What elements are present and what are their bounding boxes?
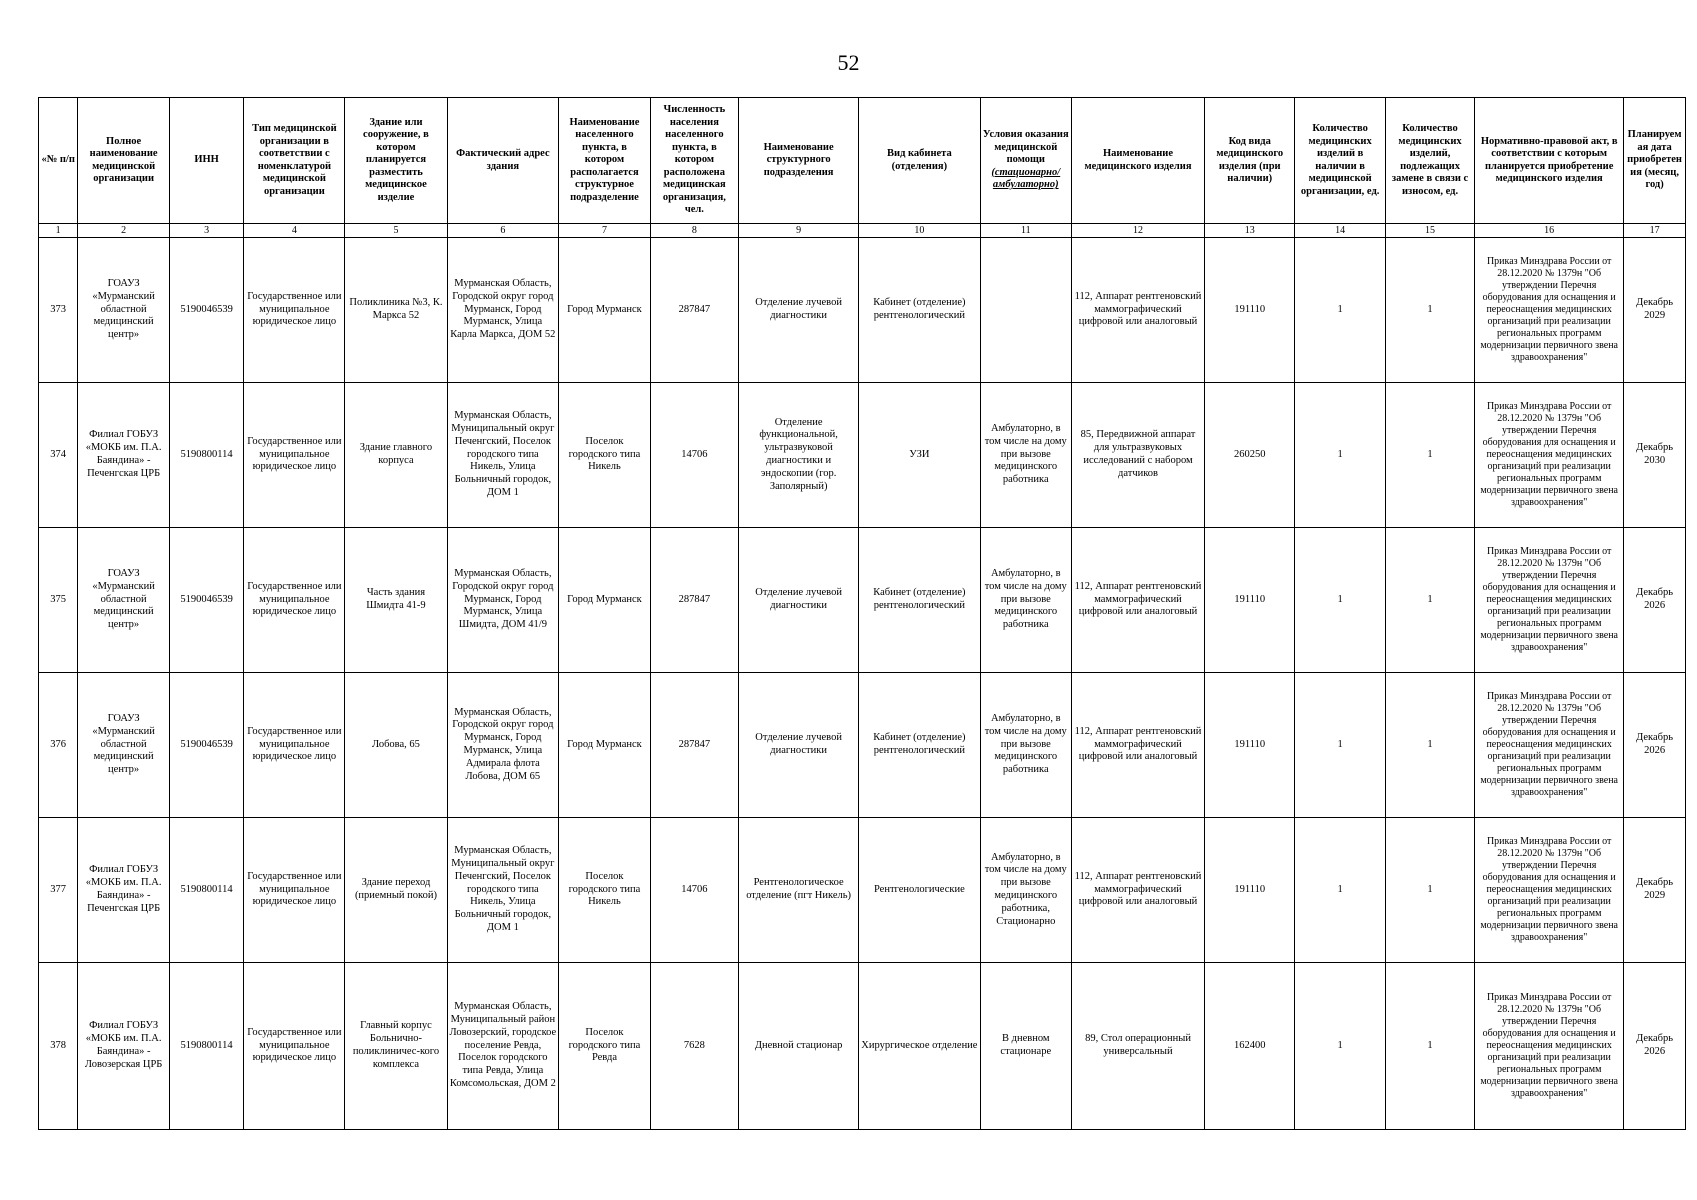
organization-type: Государственное или муниципальное юридическое лицо (244, 238, 345, 383)
population: 14706 (650, 383, 738, 528)
address: Мурманская Область, Городской округ город Мурманск, Город Мурманск, Улица Адмирала флота Лобова, ДОМ 65 (447, 673, 559, 818)
inn: 5190800114 (169, 818, 243, 963)
building: Здание переход (приемный покой) (345, 818, 447, 963)
table-row (39, 238, 1686, 383)
organization-type: Государственное или муниципальное юридическое лицо (244, 818, 345, 963)
header-cell: Численность населения населенного пункта, в котором расположена медицинская организация, чел. (650, 98, 738, 224)
header-cell-conditions-main: Условия оказания медицинской помощи (982, 129, 1069, 166)
device-name: 112, Аппарат рентгеновский маммографический цифровой или аналоговый (1072, 673, 1205, 818)
replace-count: 1 (1385, 963, 1474, 1130)
organization-name: ГОАУЗ «Мурманский областной медицинский центр» (78, 238, 170, 383)
population: 7628 (650, 963, 738, 1130)
available-count: 1 (1295, 383, 1385, 528)
care-conditions: Амбулаторно, в том числе на дому при вызове медицинского работника, Стационарно (980, 818, 1072, 963)
cabinet-type: Кабинет (отделение) рентгенологический (859, 673, 980, 818)
division: Отделение функциональной, ультразвуковой диагностики и эндоскопии (гор. Заполярный) (739, 383, 859, 528)
building: Лобова, 65 (345, 673, 447, 818)
address: Мурманская Область, Муниципальный округ Печенгский, Поселок городского типа Никель, Улица Больничный городок, ДОМ 1 (447, 818, 559, 963)
division: Отделение лучевой диагностики (739, 673, 859, 818)
device-code: 162400 (1205, 963, 1295, 1130)
building: Главный корпус Больнично-поликлиничес-кого комплекса (345, 963, 447, 1130)
care-conditions: Амбулаторно, в том числе на дому при вызове медицинского работника (980, 673, 1072, 818)
locality: Поселок городского типа Ревда (559, 963, 651, 1130)
column-number: 7 (559, 224, 651, 238)
cabinet-type: Хирургическое отделение (859, 963, 980, 1130)
row-number: 376 (39, 673, 78, 818)
building: Поликлиника №3, К. Маркса 52 (345, 238, 447, 383)
header-cell-conditions-extra: (стационарно/ амбулаторно) (991, 166, 1061, 191)
purchase-date: Декабрь 2029 (1624, 238, 1686, 383)
address: Мурманская Область, Муниципальный округ Печенгский, Поселок городского типа Никель, Улица Больничный городок, ДОМ 1 (447, 383, 559, 528)
care-conditions: В дневном стационаре (980, 963, 1072, 1130)
device-code: 191110 (1205, 528, 1295, 673)
header-cell: Здание или сооружение, в котором планируется разместить медицинское изделие (345, 98, 447, 224)
purchase-date: Декабрь 2026 (1624, 528, 1686, 673)
legal-act: Приказ Минздрава России от 28.12.2020 № 1379н "Об утверждении Перечня оборудования для оснащения и переоснащения медицинских организаций при реализации региональных программ модернизации первичного звена здравоохранения" (1475, 528, 1624, 673)
legal-act: Приказ Минздрава России от 28.12.2020 № 1379н "Об утверждении Перечня оборудования для оснащения и переоснащения медицинских организаций при реализации региональных программ модернизации первичного звена здравоохранения" (1475, 238, 1624, 383)
population: 287847 (650, 673, 738, 818)
column-number: 13 (1205, 224, 1295, 238)
row-number: 374 (39, 383, 78, 528)
row-number: 377 (39, 818, 78, 963)
purchase-date: Декабрь 2026 (1624, 963, 1686, 1130)
column-number: 14 (1295, 224, 1385, 238)
inn: 5190046539 (169, 673, 243, 818)
inn: 5190046539 (169, 238, 243, 383)
column-number: 11 (980, 224, 1072, 238)
column-number: 10 (859, 224, 980, 238)
column-number: 1 (39, 224, 78, 238)
cabinet-type: Кабинет (отделение) рентгенологический (859, 238, 980, 383)
purchase-date: Декабрь 2029 (1624, 818, 1686, 963)
device-name: 112, Аппарат рентгеновский маммографический цифровой или аналоговый (1072, 238, 1205, 383)
device-name: 112, Аппарат рентгеновский маммографический цифровой или аналоговый (1072, 818, 1205, 963)
care-conditions: Амбулаторно, в том числе на дому при вызове медицинского работника (980, 528, 1072, 673)
replace-count: 1 (1385, 818, 1474, 963)
device-code: 260250 (1205, 383, 1295, 528)
address: Мурманская Область, Городской округ город Мурманск, Город Мурманск, Улица Шмидта, ДОМ 41/9 (447, 528, 559, 673)
organization-type: Государственное или муниципальное юридическое лицо (244, 528, 345, 673)
header-cell: Наименование структурного подразделения (739, 98, 859, 224)
locality: Город Мурманск (559, 528, 651, 673)
cabinet-type: УЗИ (859, 383, 980, 528)
cabinet-type: Кабинет (отделение) рентгенологический (859, 528, 980, 673)
header-cell: «№ п/п (39, 98, 78, 224)
row-number: 373 (39, 238, 78, 383)
locality: Поселок городского типа Никель (559, 818, 651, 963)
header-row (39, 98, 1686, 224)
available-count: 1 (1295, 818, 1385, 963)
locality: Поселок городского типа Никель (559, 383, 651, 528)
header-cell: Наименование медицинского изделия (1072, 98, 1205, 224)
organization-name: ГОАУЗ «Мурманский областной медицинский центр» (78, 673, 170, 818)
header-cell: Код вида медицинского изделия (при наличии) (1205, 98, 1295, 224)
building: Часть здания Шмидта 41-9 (345, 528, 447, 673)
header-cell: Полное наименование медицинской организации (78, 98, 170, 224)
available-count: 1 (1295, 673, 1385, 818)
inn: 5190800114 (169, 963, 243, 1130)
header-cell: Вид кабинета (отделения) (859, 98, 980, 224)
device-name: 85, Передвижной аппарат для ультразвуковых исследований с набором датчиков (1072, 383, 1205, 528)
legal-act: Приказ Минздрава России от 28.12.2020 № 1379н "Об утверждении Перечня оборудования для оснащения и переоснащения медицинских организаций при реализации региональных программ модернизации первичного звена здравоохранения" (1475, 818, 1624, 963)
column-number: 3 (169, 224, 243, 238)
organization-name: ГОАУЗ «Мурманский областной медицинский центр» (78, 528, 170, 673)
row-number: 375 (39, 528, 78, 673)
header-cell: Наименование населенного пункта, в котором располагается структурное подразделение (559, 98, 651, 224)
header-cell: Тип медицинской организации в соответствии с номенклатурой медицинской организации (244, 98, 345, 224)
column-number: 16 (1475, 224, 1624, 238)
division: Отделение лучевой диагностики (739, 238, 859, 383)
column-number: 4 (244, 224, 345, 238)
organization-name: Филиал ГОБУЗ «МОКБ им. П.А. Баяндина» - Печенгская ЦРБ (78, 818, 170, 963)
inn: 5190046539 (169, 528, 243, 673)
replace-count: 1 (1385, 528, 1474, 673)
available-count: 1 (1295, 528, 1385, 673)
purchase-date: Декабрь 2030 (1624, 383, 1686, 528)
table-row (39, 818, 1686, 963)
organization-name: Филиал ГОБУЗ «МОКБ им. П.А. Баяндина» - Ловозерская ЦРБ (78, 963, 170, 1130)
replace-count: 1 (1385, 383, 1474, 528)
care-conditions (980, 238, 1072, 383)
inn: 5190800114 (169, 383, 243, 528)
device-name: 112, Аппарат рентгеновский маммографический цифровой или аналоговый (1072, 528, 1205, 673)
table-row (39, 673, 1686, 818)
address: Мурманская Область, Городской округ город Мурманск, Город Мурманск, Улица Карла Маркса, ДОМ 52 (447, 238, 559, 383)
header-cell: Фактический адрес здания (447, 98, 559, 224)
header-cell: Планируемая дата приобретения (месяц, год) (1624, 98, 1686, 224)
page-number: 52 (837, 50, 860, 75)
device-code: 191110 (1205, 238, 1295, 383)
column-number: 9 (739, 224, 859, 238)
legal-act: Приказ Минздрава России от 28.12.2020 № 1379н "Об утверждении Перечня оборудования для оснащения и переоснащения медицинских организаций при реализации региональных программ модернизации первичного звена здравоохранения" (1475, 963, 1624, 1130)
table-row (39, 528, 1686, 673)
column-number: 6 (447, 224, 559, 238)
column-number: 15 (1385, 224, 1474, 238)
replace-count: 1 (1385, 238, 1474, 383)
organization-type: Государственное или муниципальное юридическое лицо (244, 383, 345, 528)
row-number: 378 (39, 963, 78, 1130)
population: 14706 (650, 818, 738, 963)
table-row (39, 963, 1686, 1130)
equipment-table (38, 97, 1686, 1130)
available-count: 1 (1295, 963, 1385, 1130)
column-number: 17 (1624, 224, 1686, 238)
address: Мурманская Область, Муниципальный район Ловозерский, городское поселение Ревда, Поселок городского типа Ревда, Улица Комсомольская, ДОМ 2 (447, 963, 559, 1130)
legal-act: Приказ Минздрава России от 28.12.2020 № 1379н "Об утверждении Перечня оборудования для оснащения и переоснащения медицинских организаций при реализации региональных программ модернизации первичного звена здравоохранения" (1475, 673, 1624, 818)
header-cell: Количество медицинских изделий, подлежащих замене в связи с износом, ед. (1385, 98, 1474, 224)
organization-name: Филиал ГОБУЗ «МОКБ им. П.А. Баяндина» - Печенгская ЦРБ (78, 383, 170, 528)
device-code: 191110 (1205, 673, 1295, 818)
replace-count: 1 (1385, 673, 1474, 818)
legal-act: Приказ Минздрава России от 28.12.2020 № 1379н "Об утверждении Перечня оборудования для оснащения и переоснащения медицинских организаций при реализации региональных программ модернизации первичного звена здравоохранения" (1475, 383, 1624, 528)
population: 287847 (650, 528, 738, 673)
header-cell: Количество медицинских изделий в наличии в медицинской организации, ед. (1295, 98, 1385, 224)
locality: Город Мурманск (559, 238, 651, 383)
population: 287847 (650, 238, 738, 383)
column-number-row (39, 224, 1686, 238)
column-number: 2 (78, 224, 170, 238)
table-row (39, 383, 1686, 528)
header-cell-conditions (980, 98, 1072, 224)
header-cell: ИНН (169, 98, 243, 224)
column-number: 5 (345, 224, 447, 238)
division: Дневной стационар (739, 963, 859, 1130)
care-conditions: Амбулаторно, в том числе на дому при вызове медицинского работника (980, 383, 1072, 528)
available-count: 1 (1295, 238, 1385, 383)
column-number: 8 (650, 224, 738, 238)
device-code: 191110 (1205, 818, 1295, 963)
organization-type: Государственное или муниципальное юридическое лицо (244, 963, 345, 1130)
column-number: 12 (1072, 224, 1205, 238)
organization-type: Государственное или муниципальное юридическое лицо (244, 673, 345, 818)
purchase-date: Декабрь 2026 (1624, 673, 1686, 818)
cabinet-type: Рентгенологические (859, 818, 980, 963)
building: Здание главного корпуса (345, 383, 447, 528)
device-name: 89, Стол операционный универсальный (1072, 963, 1205, 1130)
division: Рентгенологическое отделение (пгт Никель) (739, 818, 859, 963)
locality: Город Мурманск (559, 673, 651, 818)
header-cell: Нормативно-правовой акт, в соответствии с которым планируется приобретение медицинского изделия (1475, 98, 1624, 224)
division: Отделение лучевой диагностики (739, 528, 859, 673)
